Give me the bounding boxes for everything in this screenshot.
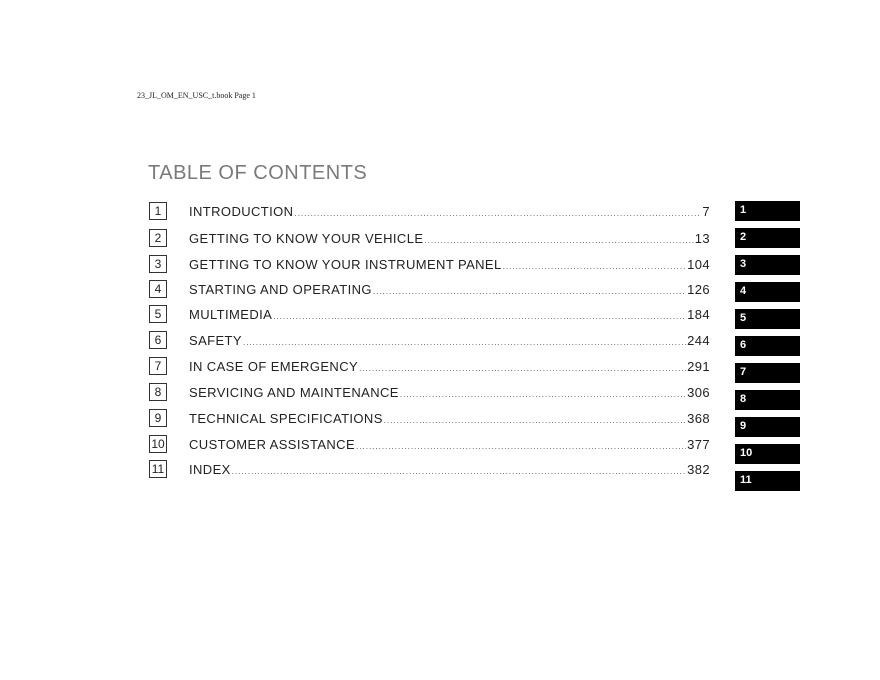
page-number: 104 [687,256,710,272]
chapter-tab-10[interactable]: 10 [735,444,800,464]
toc-entry-servicing[interactable] [149,382,710,402]
chapter-tab-2[interactable]: 2 [735,228,800,248]
page-number: 184 [687,306,710,322]
toc-entry-index[interactable] [149,459,710,479]
toc-entry-emergency[interactable] [149,356,710,376]
chapter-tab-7[interactable]: 7 [735,363,800,383]
dot-leader [400,390,686,399]
chapter-tab-11[interactable]: 11 [735,471,800,491]
chapter-title: GETTING TO KNOW YOUR INSTRUMENT PANEL [189,256,502,272]
chapter-number-box: 9 [149,409,167,427]
chapter-number-box: 6 [149,331,167,349]
page-title: TABLE OF CONTENTS [148,162,368,184]
page-number: 291 [687,358,710,374]
page-number: 368 [687,410,710,426]
chapter-title: STARTING AND OPERATING [189,281,372,297]
page-number: 306 [687,384,710,400]
chapter-number-box: 8 [149,383,167,401]
file-header-note: 23_JL_OM_EN_USC_t.book Page 1 [137,91,256,100]
chapter-tab-8[interactable]: 8 [735,390,800,410]
chapter-tab-5[interactable]: 5 [735,309,800,329]
chapter-title: INDEX [189,461,231,477]
chapter-number-box: 10 [149,435,167,453]
toc-entry-technical-specs[interactable] [149,408,710,428]
page-number: 377 [687,436,710,452]
chapter-number-box: 5 [149,305,167,323]
chapter-tab-1[interactable]: 1 [735,201,800,221]
chapter-title: SERVICING AND MAINTENANCE [189,384,399,400]
toc-entry-instrument-panel[interactable] [149,254,710,274]
chapter-number-box: 7 [149,357,167,375]
chapter-title: CUSTOMER ASSISTANCE [189,436,356,452]
chapter-number-box: 2 [149,229,167,247]
toc-entry-safety[interactable] [149,330,710,350]
chapter-title: GETTING TO KNOW YOUR VEHICLE [189,230,424,246]
page-number: 13 [694,230,710,246]
chapter-tab-4[interactable]: 4 [735,282,800,302]
dot-leader [373,287,686,296]
dot-leader [294,209,701,218]
chapter-title: IN CASE OF EMERGENCY [189,358,359,374]
dot-leader [384,416,686,425]
chapter-number-box: 11 [149,460,167,478]
chapter-tab-3[interactable]: 3 [735,255,800,275]
chapter-number-box: 4 [149,280,167,298]
page-number: 244 [687,332,710,348]
chapter-number-box: 3 [149,255,167,273]
dot-leader [503,262,686,271]
chapter-title: TECHNICAL SPECIFICATIONS [189,410,383,426]
chapter-tab-6[interactable]: 6 [735,336,800,356]
dot-leader [424,236,693,245]
chapter-title: MULTIMEDIA [189,306,273,322]
toc-entry-multimedia[interactable] [149,304,710,324]
toc-entry-customer-assistance[interactable] [149,434,710,454]
page-number: 126 [687,281,710,297]
chapter-title: SAFETY [189,332,242,348]
page-number: 7 [702,203,710,219]
toc-entry-introduction[interactable] [149,201,710,221]
chapter-number-box: 1 [149,202,167,220]
page-number: 382 [687,461,710,477]
dot-leader [273,312,686,321]
dot-leader [232,467,686,476]
chapter-tab-9[interactable]: 9 [735,417,800,437]
toc-entry-getting-to-know-vehicle[interactable] [149,228,710,248]
toc-entry-starting-operating[interactable] [149,279,710,299]
dot-leader [243,338,686,347]
chapter-title: INTRODUCTION [189,203,294,219]
dot-leader [356,442,686,451]
dot-leader [359,364,686,373]
